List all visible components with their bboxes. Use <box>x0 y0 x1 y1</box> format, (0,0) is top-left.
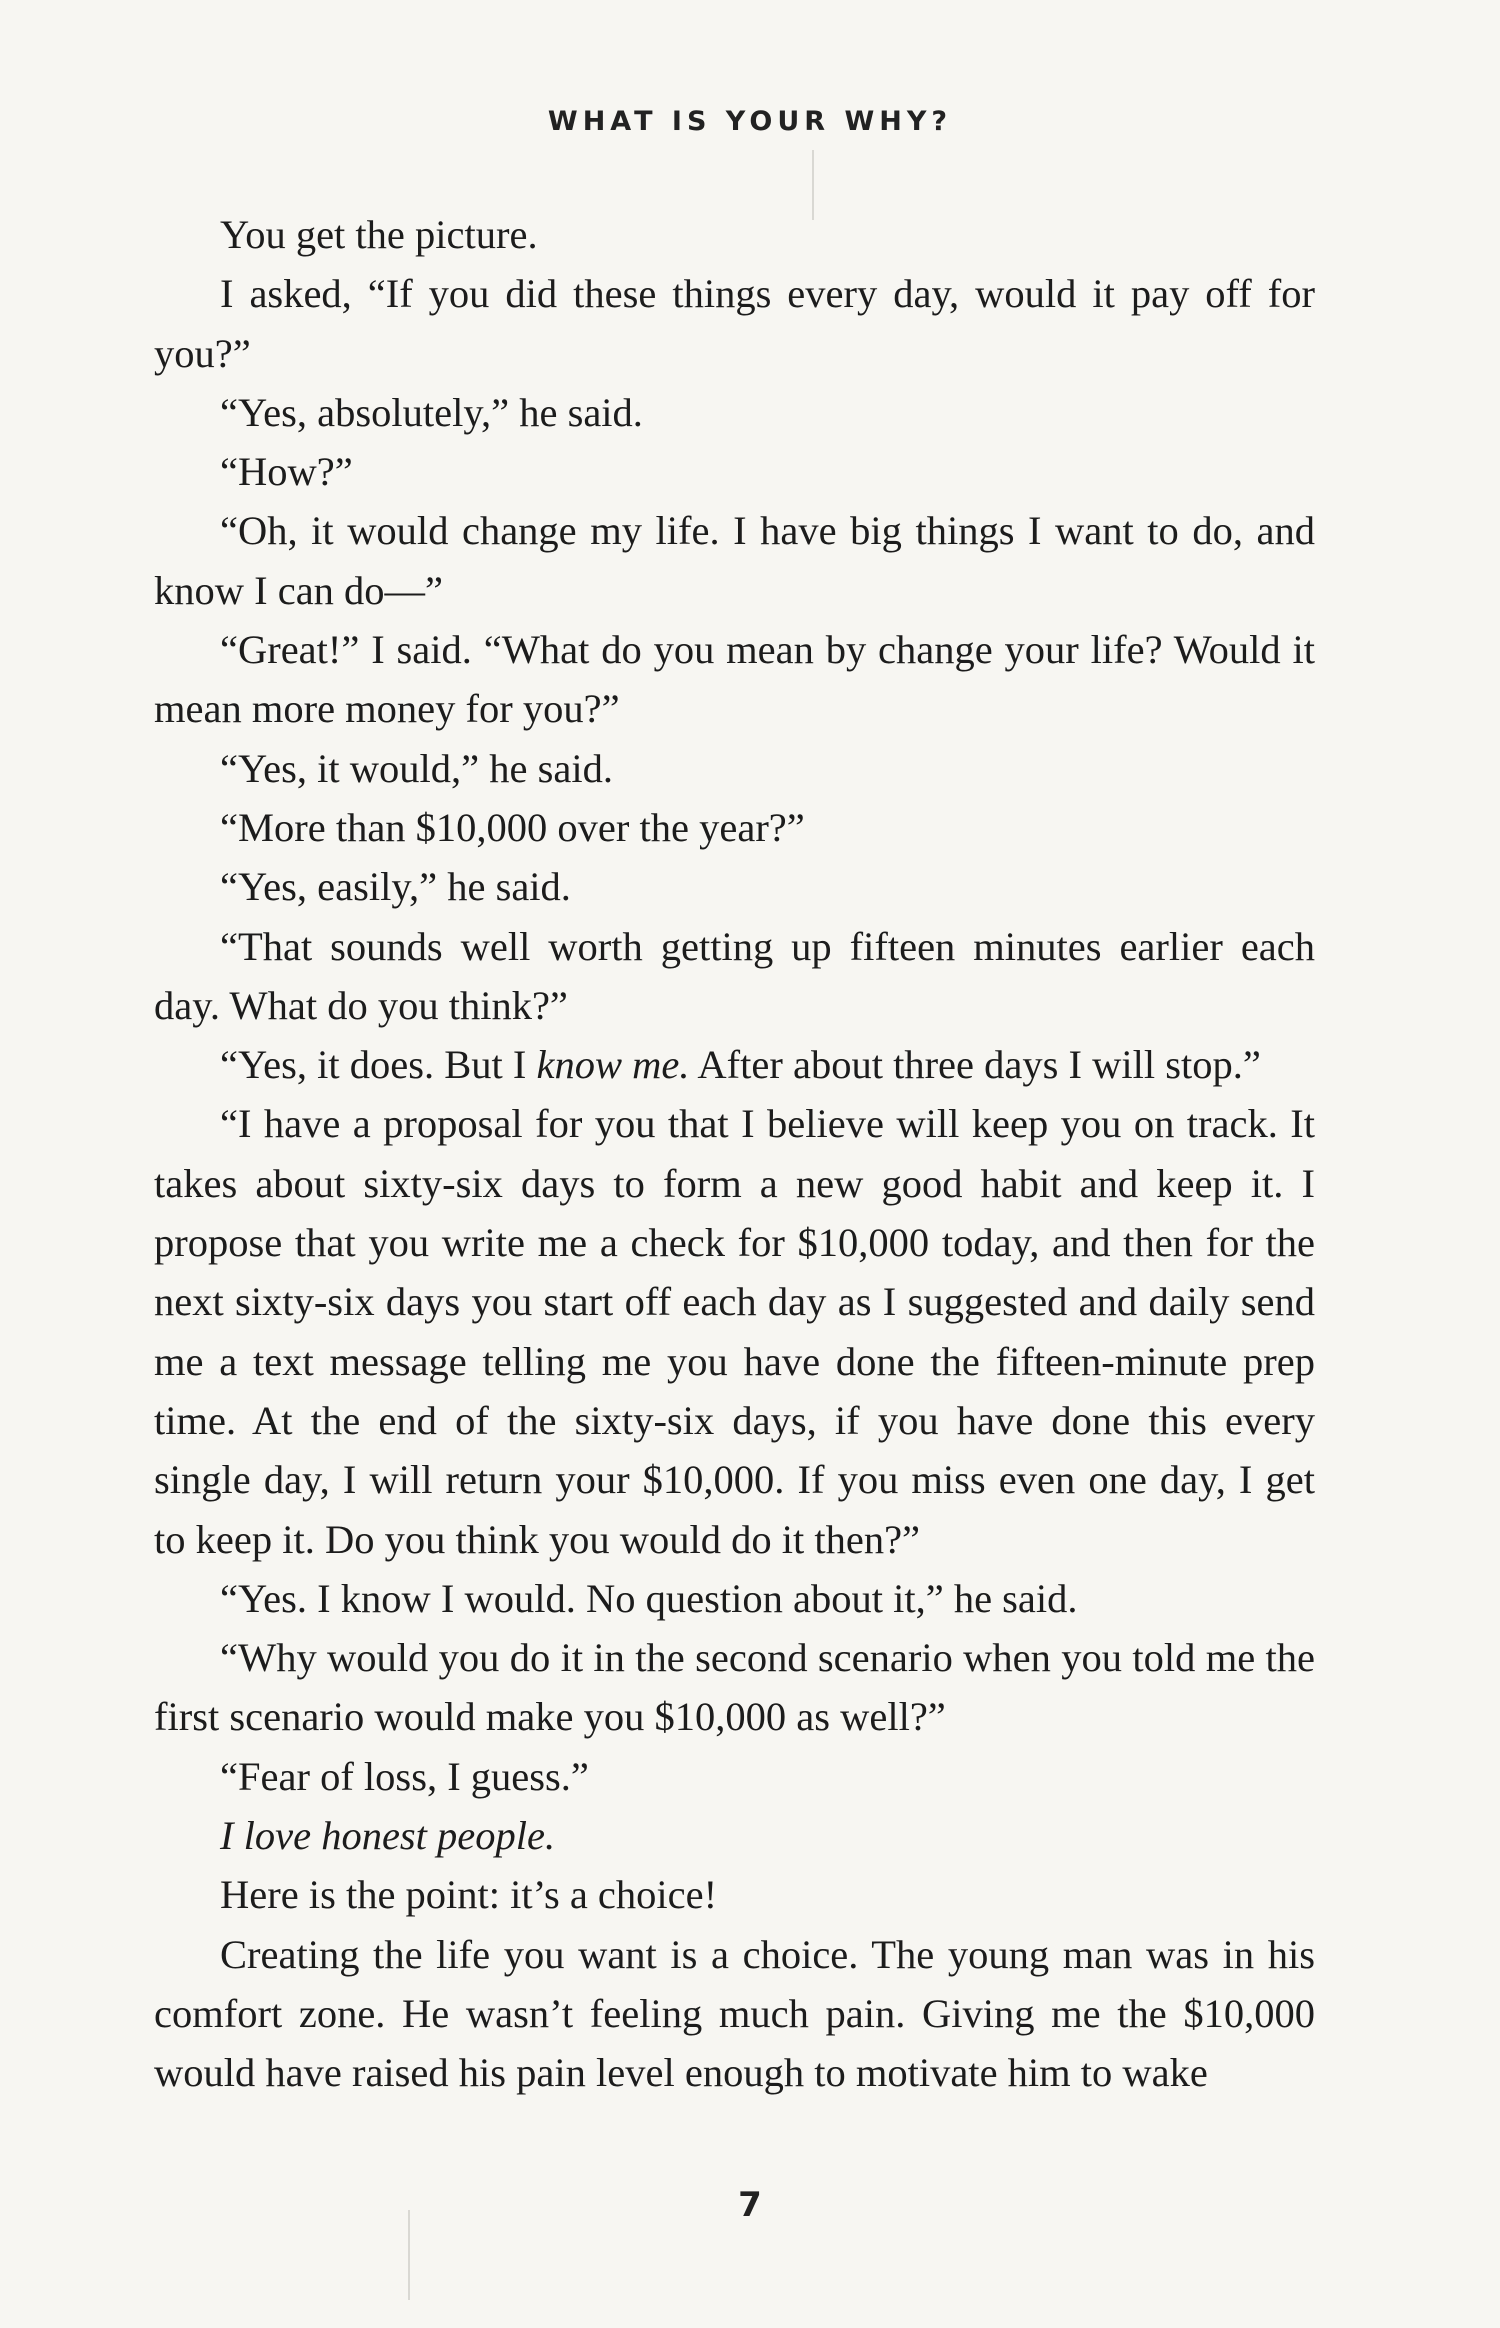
paragraph: Here is the point: it’s a choice! <box>220 1872 718 1918</box>
running-head: WHAT IS YOUR WHY? <box>547 106 953 137</box>
emphasis-text: I love honest people. <box>220 1813 556 1859</box>
paragraph: I asked, “If you did these things every day, would it pay off for you?” <box>154 271 1315 376</box>
italic-paragraph <box>154 1806 1315 1865</box>
paragraph: “Yes, absolutely,” he said. <box>220 389 643 435</box>
paragraph: “I have a proposal for you that I believe will keep you on track. It takes about sixty-six days to form a new good habit and keep it. I propose that you write me a check for $10,000 today, and then for the next sixty-six days you start off each day as I suggested and daily send me a text message telling me you have done the fifteen-minute prep time. At the end of the sixty-six days, if you have done this every single day, I will return your $10,000. If you miss even one day, I get to keep it. Do you think you would do it then?” <box>154 1101 1315 1562</box>
paragraph: “How?” <box>220 449 353 495</box>
paragraph: “More than $10,000 over the year?” <box>220 804 805 850</box>
paragraph: “That sounds well worth getting up fifteen minutes earlier each day. What do you think?” <box>154 923 1315 1028</box>
page-number: 7 <box>738 2185 762 2225</box>
paragraph: “Yes. I know I would. No question about it,” he said. <box>220 1575 1078 1621</box>
paragraph: You get the picture. <box>220 212 538 257</box>
emphasis-text: know me. <box>536 1042 690 1088</box>
paragraph: “Oh, it would change my life. I have big things I want to do, and know I can do—” <box>154 508 1315 613</box>
paragraph: “Great!” I said. “What do you mean by change your life? Would it mean more money for you?” <box>154 627 1315 732</box>
body-text <box>154 205 1315 2103</box>
paragraph: “Why would you do it in the second scenario when you told me the first scenario would make you $10,000 as well?” <box>154 1635 1315 1740</box>
paragraph: “Yes, easily,” he said. <box>220 864 571 910</box>
paragraph: “Yes, it would,” he said. <box>220 745 613 791</box>
paragraph-with-emphasis <box>154 1035 1315 1094</box>
text-run: After about three days I will stop.” <box>689 1042 1261 1088</box>
text-run: “Yes, it does. But I <box>220 1042 537 1088</box>
paragraph: Creating the life you want is a choice. The young man was in his comfort zone. He wasn’t feeling much pain. Giving me the $10,000 would have raised his pain level enough to motivate him to wake <box>154 1931 1315 2096</box>
paragraph: “Fear of loss, I guess.” <box>220 1753 589 1799</box>
